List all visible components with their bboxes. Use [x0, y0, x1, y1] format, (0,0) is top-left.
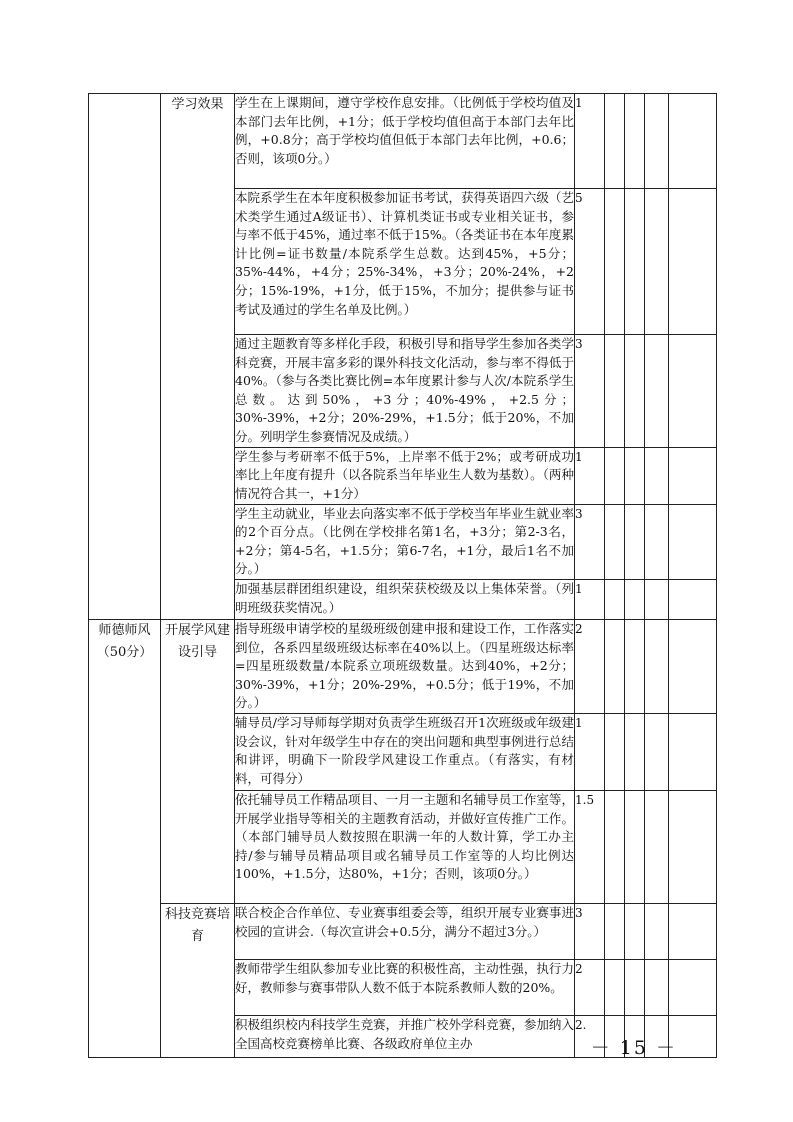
- criterion-text: 本院系学生在本年度积极参加证书考试，获得英语四六级（艺术类学生通过A级证书）、计算机类证书或专业相关证书，参与率不低于45%，通过率不低于15%。（各类证书在本年度累计比例=证书数量/本院系学生总数。达到45%，+5分；35%-44%，+4分；25%-34%，+3分；20%-24%，+2分；15%-19%，+1分，低于15%，不加分；提供参与证书考试及通过的学生名单及比例。）: [235, 189, 575, 335]
- blank-cell: [645, 619, 669, 713]
- blank-cell: [645, 579, 669, 619]
- blank-cell: [669, 504, 717, 579]
- blank-cell: [605, 189, 625, 335]
- criterion-text: 积极组织校内科技学生竞赛，并推广校外学科竞赛，参加纳入全国高校竞赛榜单比赛、各级政府单位主办: [235, 1015, 575, 1057]
- table-row: [89, 94, 717, 189]
- score-cell: 5: [575, 189, 605, 335]
- blank-cell: [645, 94, 669, 189]
- blank-cell: [625, 447, 645, 504]
- criterion-text: 加强基层群团组织建设，组织荣获校级及以上集体荣誉。（列明班级获奖情况。）: [235, 579, 575, 619]
- blank-cell: [605, 579, 625, 619]
- blank-cell: [625, 579, 645, 619]
- blank-cell: [625, 94, 645, 189]
- criterion-text: 学生参与考研率不低于5%，上岸率不低于2%；或考研成功率比上年度有提升（以各院系当年毕业生人数为基数）。（两种情况符合其一，+1分）: [235, 447, 575, 504]
- blank-cell: [605, 447, 625, 504]
- blank-cell: [669, 903, 717, 959]
- blank-cell: [669, 959, 717, 1015]
- score-cell: 1: [575, 713, 605, 790]
- blank-cell: [605, 619, 625, 713]
- score-cell: 3: [575, 335, 605, 448]
- criterion-text: 通过主题教育等多样化手段，积极引导和指导学生参加各类学科竞赛，开展丰富多彩的课外科技文化活动，参与率不得低于40%。（参与各类比赛比例=本年度累计参与人次/本院系学生总数。达到50%，+3分；40%-49%，+2.5分；30%-39%，+2分；20%-29%，+1.5分；低于20%，不加分。列明学生参赛情况及成绩。）: [235, 335, 575, 448]
- blank-cell: [605, 959, 625, 1015]
- blank-cell: [645, 335, 669, 448]
- subcategory-cell: 学习效果: [161, 94, 235, 620]
- page-number: － 15 －: [590, 1037, 677, 1059]
- blank-cell: [645, 790, 669, 903]
- blank-cell: [605, 903, 625, 959]
- blank-cell: [645, 903, 669, 959]
- subcategory-cell: 开展学风建设引导: [161, 619, 235, 903]
- blank-cell: [605, 790, 625, 903]
- criterion-text: 辅导员/学习导师每学期对负责学生班级召开1次班级或年级建设会议，针对年级学生中存在的突出问题和典型事例进行总结和讲评，明确下一阶段学风建设工作重点。（有落实，有材料，可得分）: [235, 713, 575, 790]
- blank-cell: [669, 335, 717, 448]
- blank-cell: [605, 94, 625, 189]
- criterion-text: 学生在上课期间，遵守学校作息安排。（比例低于学校均值及本部门去年比例，+1分；低于学校均值但高于本部门去年比例，+0.8分；高于学校均值但低于本部门去年比例，+0.6；否则，该项0分。）: [235, 94, 575, 189]
- table-row: [89, 903, 717, 959]
- score-cell: 1.5: [575, 790, 605, 903]
- blank-cell: [669, 713, 717, 790]
- table-row: [89, 619, 717, 713]
- blank-cell: [625, 713, 645, 790]
- blank-cell: [669, 579, 717, 619]
- blank-cell: [669, 94, 717, 189]
- score-cell: 1: [575, 447, 605, 504]
- blank-cell: [669, 790, 717, 903]
- score-cell: 2: [575, 959, 605, 1015]
- category-cell: [89, 94, 161, 620]
- blank-cell: [645, 447, 669, 504]
- score-cell: 3: [575, 903, 605, 959]
- blank-cell: [625, 959, 645, 1015]
- blank-cell: [605, 504, 625, 579]
- blank-cell: [645, 504, 669, 579]
- blank-cell: [645, 959, 669, 1015]
- blank-cell: [645, 713, 669, 790]
- criterion-text: 依托辅导员工作精品项目、一月一主题和名辅导员工作室等，开展学业指导等相关的主题教育活动，并做好宣传推广工作。（本部门辅导员人数按照在职满一年的人数计算，学工办主持/参与辅导员精品项目或名辅导员工作室等的人均比例达100%，+1.5分，达80%，+1分；否则，该项0分。）: [235, 790, 575, 903]
- criterion-text: 联合校企合作单位、专业赛事组委会等，组织开展专业赛事进校园的宣讲会.（每次宣讲会+0.5分，满分不超过3分。）: [235, 903, 575, 959]
- blank-cell: [645, 189, 669, 335]
- blank-cell: [625, 189, 645, 335]
- subcategory-cell: 科技竞赛培育: [161, 903, 235, 1057]
- blank-cell: [605, 713, 625, 790]
- criterion-text: 教师带学生组队参加专业比赛的积极性高，主动性强，执行力好，教师参与赛事带队人数不低于本院系教师人数的20%。: [235, 959, 575, 1015]
- blank-cell: [625, 903, 645, 959]
- blank-cell: [625, 504, 645, 579]
- category-cell: 师德师风（50分）: [89, 619, 161, 1057]
- blank-cell: [625, 790, 645, 903]
- score-cell: 2.: [575, 1015, 605, 1057]
- evaluation-table: [88, 93, 717, 1058]
- score-cell: 2: [575, 619, 605, 713]
- criterion-text: 学生主动就业，毕业去向落实率不低于学校当年毕业生就业率的2个百分点。（比例在学校排名第1名，+3分；第2-3名，+2分；第4-5名，+1.5分；第6-7名，+1分，最后1名不加分。）: [235, 504, 575, 579]
- blank-cell: [669, 189, 717, 335]
- score-cell: 3: [575, 504, 605, 579]
- score-cell: 1: [575, 94, 605, 189]
- blank-cell: [605, 335, 625, 448]
- score-cell: 1: [575, 579, 605, 619]
- blank-cell: [669, 447, 717, 504]
- criterion-text: 指导班级申请学校的星级班级创建申报和建设工作，工作落实到位，各系四星级班级达标率在40%以上。（四星班级达标率=四星班级数量/本院系立项班级数量。达到40%，+2分；30%-39%，+1分；20%-29%，+0.5分；低于19%，不加分。）: [235, 619, 575, 713]
- blank-cell: [625, 335, 645, 448]
- blank-cell: [669, 619, 717, 713]
- blank-cell: [625, 619, 645, 713]
